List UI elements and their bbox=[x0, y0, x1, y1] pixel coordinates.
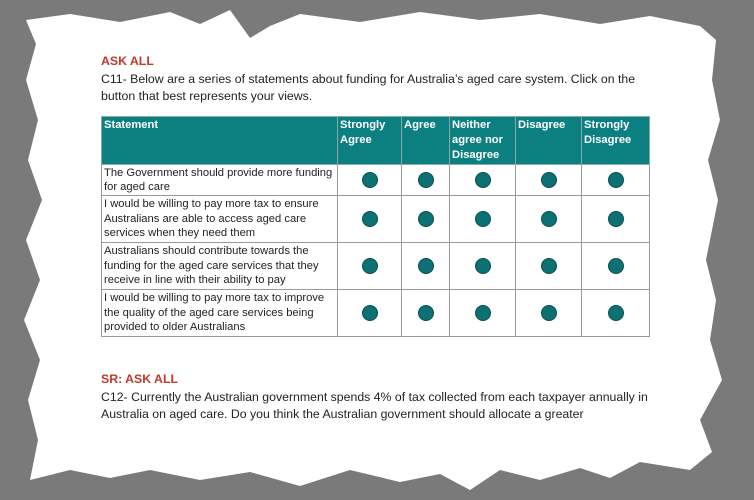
col-header-statement: Statement bbox=[102, 117, 338, 165]
col-header-strongly-disagree: Strongly Disagree bbox=[582, 117, 650, 165]
radio-disagree[interactable] bbox=[541, 211, 557, 227]
section-heading: SR: ASK ALL bbox=[101, 372, 178, 386]
radio-neither[interactable] bbox=[475, 172, 491, 188]
rating-matrix bbox=[101, 116, 650, 337]
statement-cell: I would be willing to pay more tax to ensure Australians are able to access aged care services when they need them bbox=[102, 196, 338, 243]
radio-disagree[interactable] bbox=[541, 258, 557, 274]
radio-strongly-agree[interactable] bbox=[362, 258, 378, 274]
col-header-strongly-agree: Strongly Agree bbox=[338, 117, 402, 165]
table-row bbox=[102, 165, 650, 196]
radio-agree[interactable] bbox=[418, 211, 434, 227]
table-row bbox=[102, 196, 650, 243]
matrix-header-row bbox=[102, 117, 650, 165]
radio-agree[interactable] bbox=[418, 258, 434, 274]
statement-cell: I would be willing to pay more tax to improve the quality of the aged care services being provided to older Australians bbox=[102, 290, 338, 337]
radio-strongly-disagree[interactable] bbox=[608, 258, 624, 274]
statement-cell: Australians should contribute towards the funding for the aged care services that they receive in line with their ability to pay bbox=[102, 243, 338, 290]
radio-agree[interactable] bbox=[418, 172, 434, 188]
radio-strongly-agree[interactable] bbox=[362, 211, 378, 227]
col-header-neither: Neither agree nor Disagree bbox=[450, 117, 516, 165]
section-heading: ASK ALL bbox=[101, 54, 154, 68]
radio-strongly-disagree[interactable] bbox=[608, 211, 624, 227]
col-header-disagree: Disagree bbox=[516, 117, 582, 165]
table-row bbox=[102, 290, 650, 337]
survey-content bbox=[101, 53, 661, 423]
statement-cell: The Government should provide more funding for aged care bbox=[102, 165, 338, 196]
table-row bbox=[102, 243, 650, 290]
radio-agree[interactable] bbox=[418, 305, 434, 321]
question-text: C11- Below are a series of statements about funding for Australia’s aged care system. Click on the button that best represents your views. bbox=[101, 72, 636, 103]
question-text: C12- Currently the Australian government spends 4% of tax collected from each taxpayer annually in Australia on aged care. Do you think the Australian government should allocate a greater bbox=[101, 390, 648, 421]
radio-strongly-disagree[interactable] bbox=[608, 305, 624, 321]
col-header-agree: Agree bbox=[402, 117, 450, 165]
radio-strongly-agree[interactable] bbox=[362, 172, 378, 188]
radio-disagree[interactable] bbox=[541, 172, 557, 188]
radio-strongly-disagree[interactable] bbox=[608, 172, 624, 188]
radio-neither[interactable] bbox=[475, 211, 491, 227]
radio-neither[interactable] bbox=[475, 305, 491, 321]
radio-strongly-agree[interactable] bbox=[362, 305, 378, 321]
radio-disagree[interactable] bbox=[541, 305, 557, 321]
radio-neither[interactable] bbox=[475, 258, 491, 274]
